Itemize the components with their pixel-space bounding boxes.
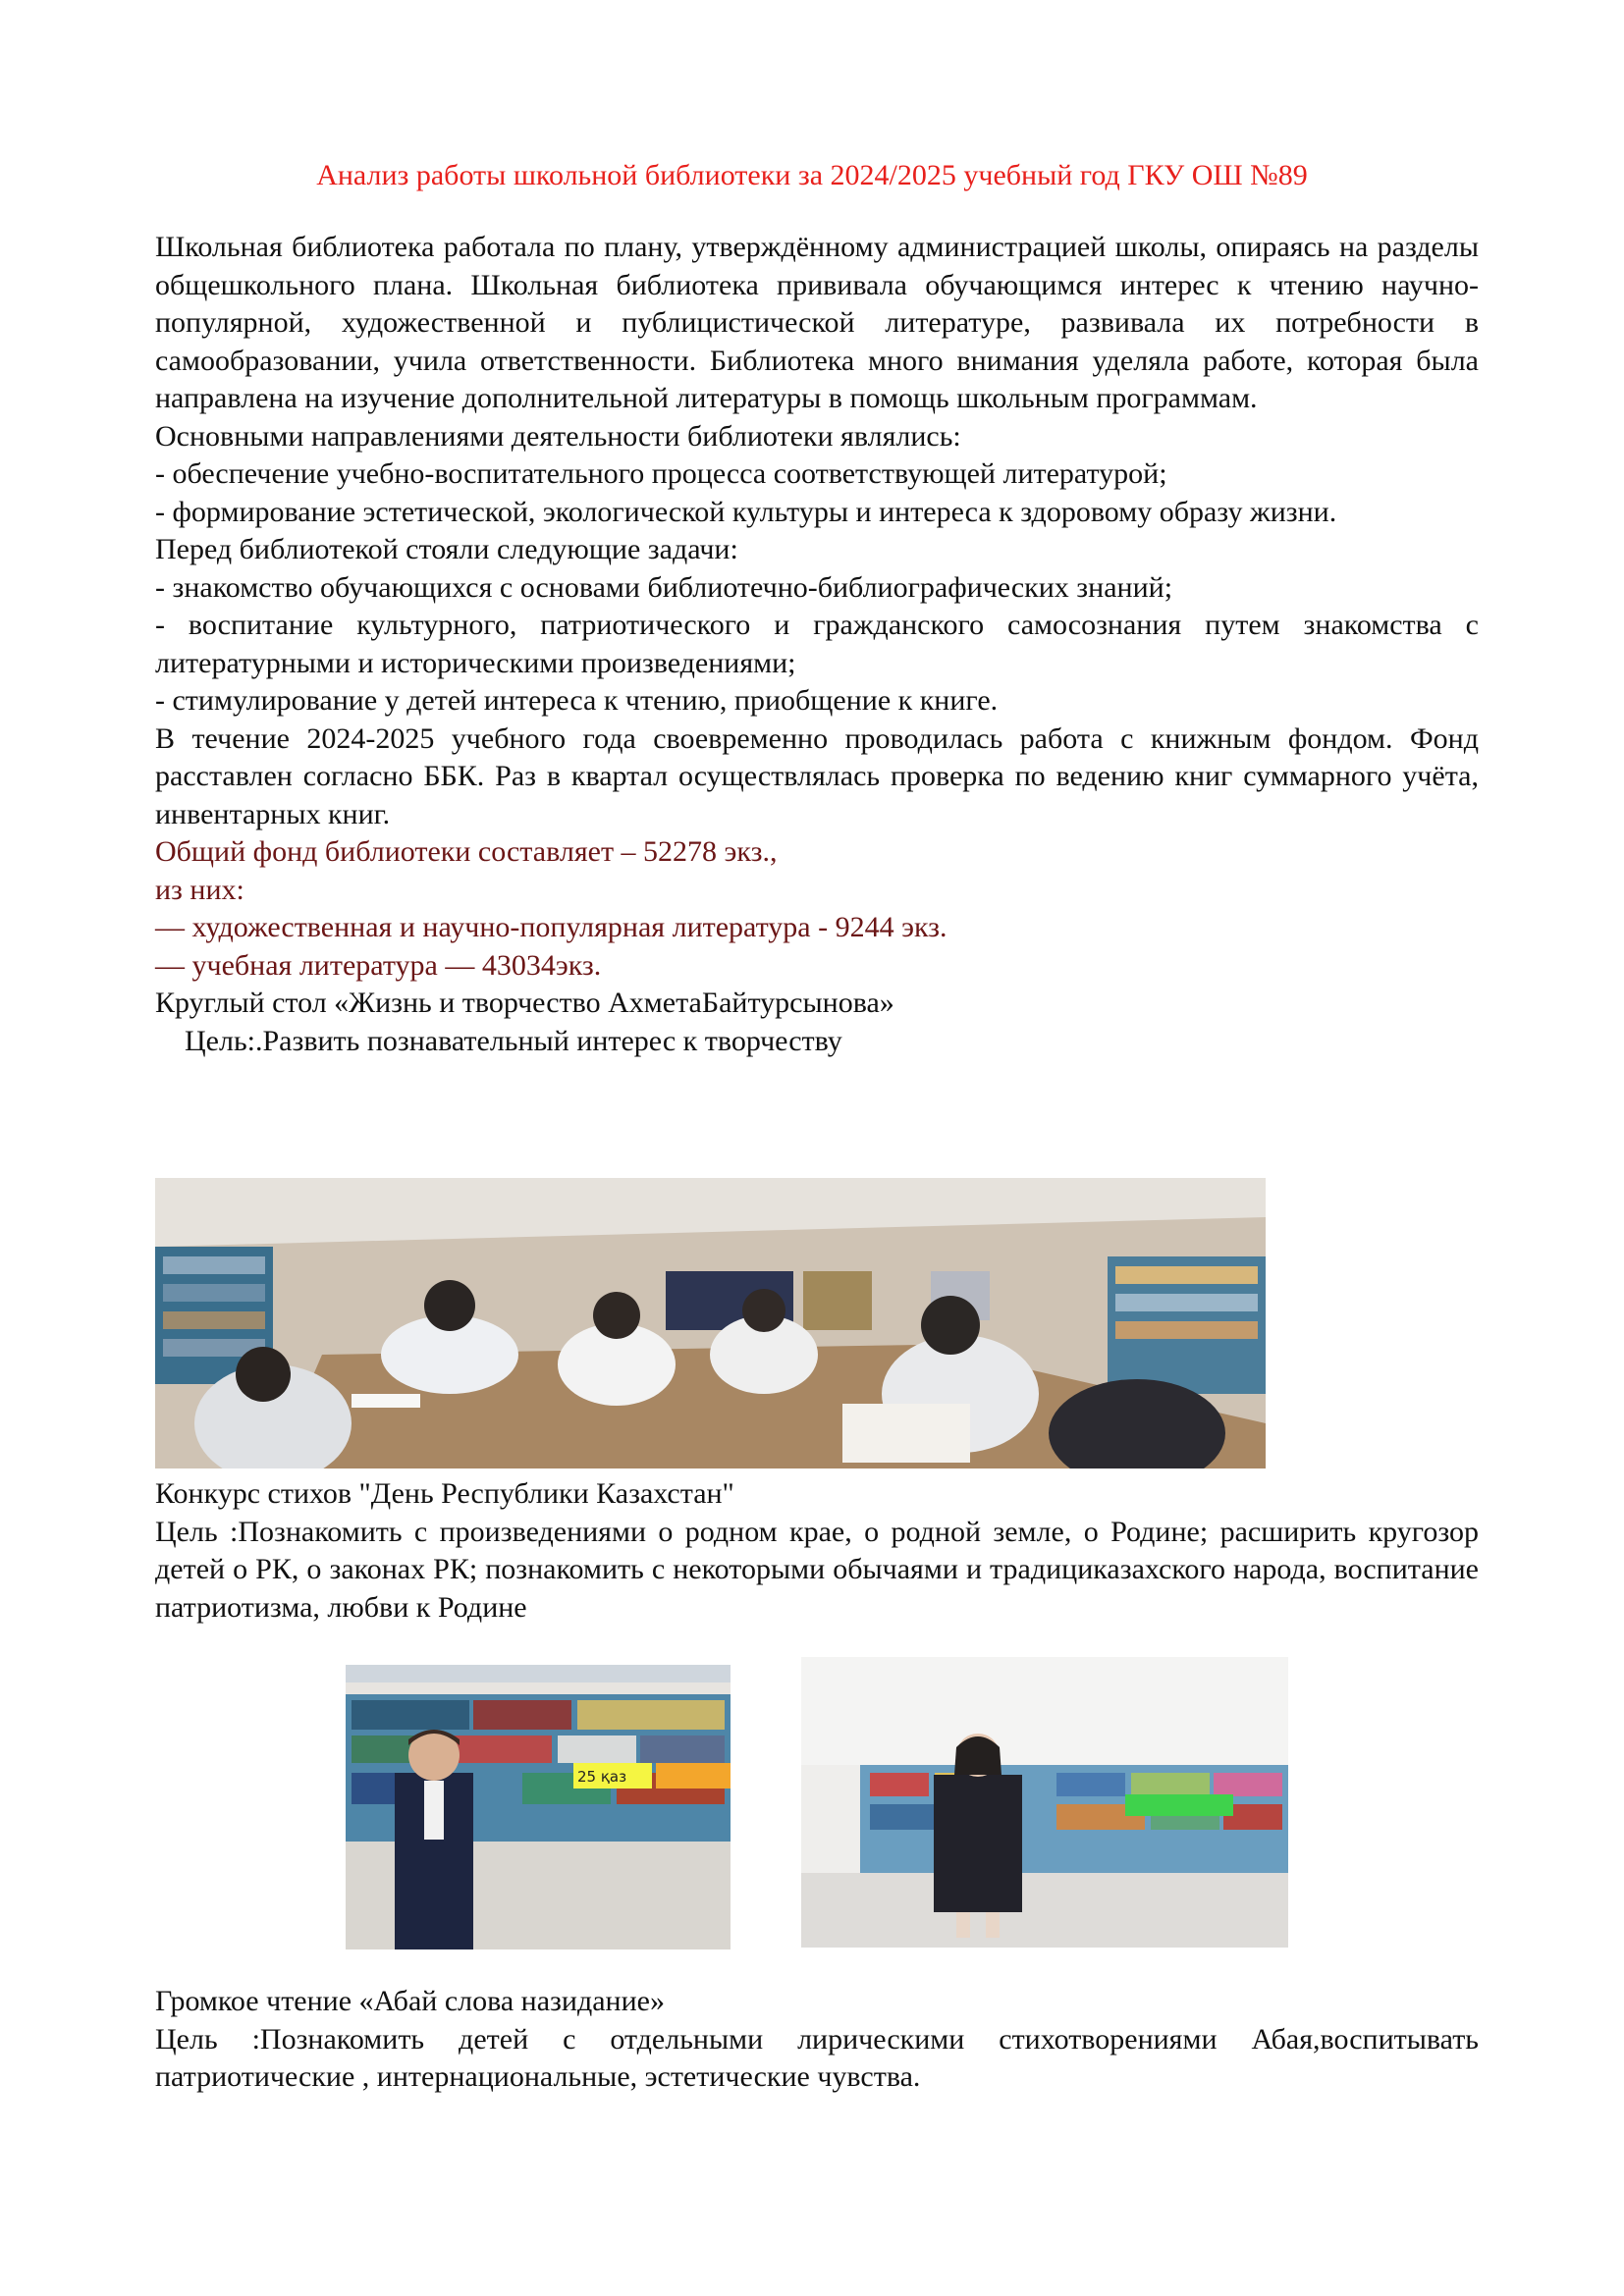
- fund-total: Общий фонд библиотеки составляет – 52278 экз.,: [155, 835, 778, 868]
- event3-goal: Цель :Познакомить детей с отдельными лирическими стихотворениями Абая,воспитывать патриотические , интернациональные, эстетические чувства.: [155, 2022, 1479, 2093]
- document-title: Анализ работы школьной библиотеки за 2024/2025 учебный год ГКУ ОШ №89: [316, 159, 1308, 191]
- photo-poetry-contest-girl: [801, 1657, 1288, 1948]
- fund-of-them: из них:: [155, 873, 244, 906]
- photo-round-table: [155, 1178, 1266, 1468]
- fund-textbooks: — учебная литература — 43034экз.: [155, 948, 602, 982]
- photo-poetry-contest-boy: [346, 1665, 731, 1949]
- fund-work-paragraph: В течение 2024-2025 учебного года своевременно проводилась работа с книжным фондом. Фонд расставлен согласно ББК. Раз в квартал осуществлялась проверка по ведению книг суммарного учёта, инвентарных книг.: [155, 721, 1479, 830]
- task-item: - стимулирование у детей интереса к чтению, приобщение к книге.: [155, 684, 999, 717]
- fund-fiction: — художественная и научно-популярная литература - 9244 экз.: [155, 911, 947, 943]
- direction-item: - обеспечение учебно-воспитательного процесса соответствующей литературой;: [155, 457, 1167, 490]
- task-item: - знакомство обучающихся с основами библиотечно-библиографических знаний;: [155, 570, 1173, 604]
- event1-title: Круглый стол «Жизнь и творчество АхметаБайтурсынова»: [155, 987, 894, 1019]
- task-item: - воспитание культурного, патриотического и гражданского самосознания путем знакомства с литературными и историческими произведениями;: [155, 609, 1479, 679]
- directions-heading: Основными направлениями деятельности библиотеки являлись:: [155, 419, 961, 453]
- event2-title: Конкурс стихов "День Республики Казахстан": [155, 1477, 734, 1510]
- event3-block: [155, 1983, 1479, 2097]
- tasks-heading: Перед библиотекой стояли следующие задачи:: [155, 533, 738, 565]
- document-body: [155, 229, 1479, 1060]
- event3-title: Громкое чтение «Абай слова назидание»: [155, 1985, 665, 2017]
- event2-block: [155, 1475, 1479, 1627]
- intro-paragraph: Школьная библиотека работала по плану, утверждённому администрацией школы, опираясь на разделы общешкольного плана. Школьная библиотека прививала обучающимся интерес к чтению научно-популярной, художественной и публицистической литературе, развивала их потребности в самообразовании, учила ответственности. Библиотека много внимания уделяла работе, которая была направлена на изучение дополнительной литературы в помощь школьным программам.: [155, 231, 1479, 414]
- event2-goal: Цель :Познакомить с произведениями о родном крае, о родной земле, о Родине; расширить кругозор детей о РК, о законах РК; познакомить с некоторыми обычаями и традициказахского народа, воспитание патриотизма, любви к Родине: [155, 1515, 1479, 1624]
- photo-sign-text: 25 қаз: [577, 1768, 627, 1786]
- event1-goal: Цель:.Развить познавательный интерес к творчеству: [155, 1024, 842, 1057]
- direction-item: - формирование эстетической, экологической культуры и интереса к здоровому образу жизни.: [155, 495, 1337, 528]
